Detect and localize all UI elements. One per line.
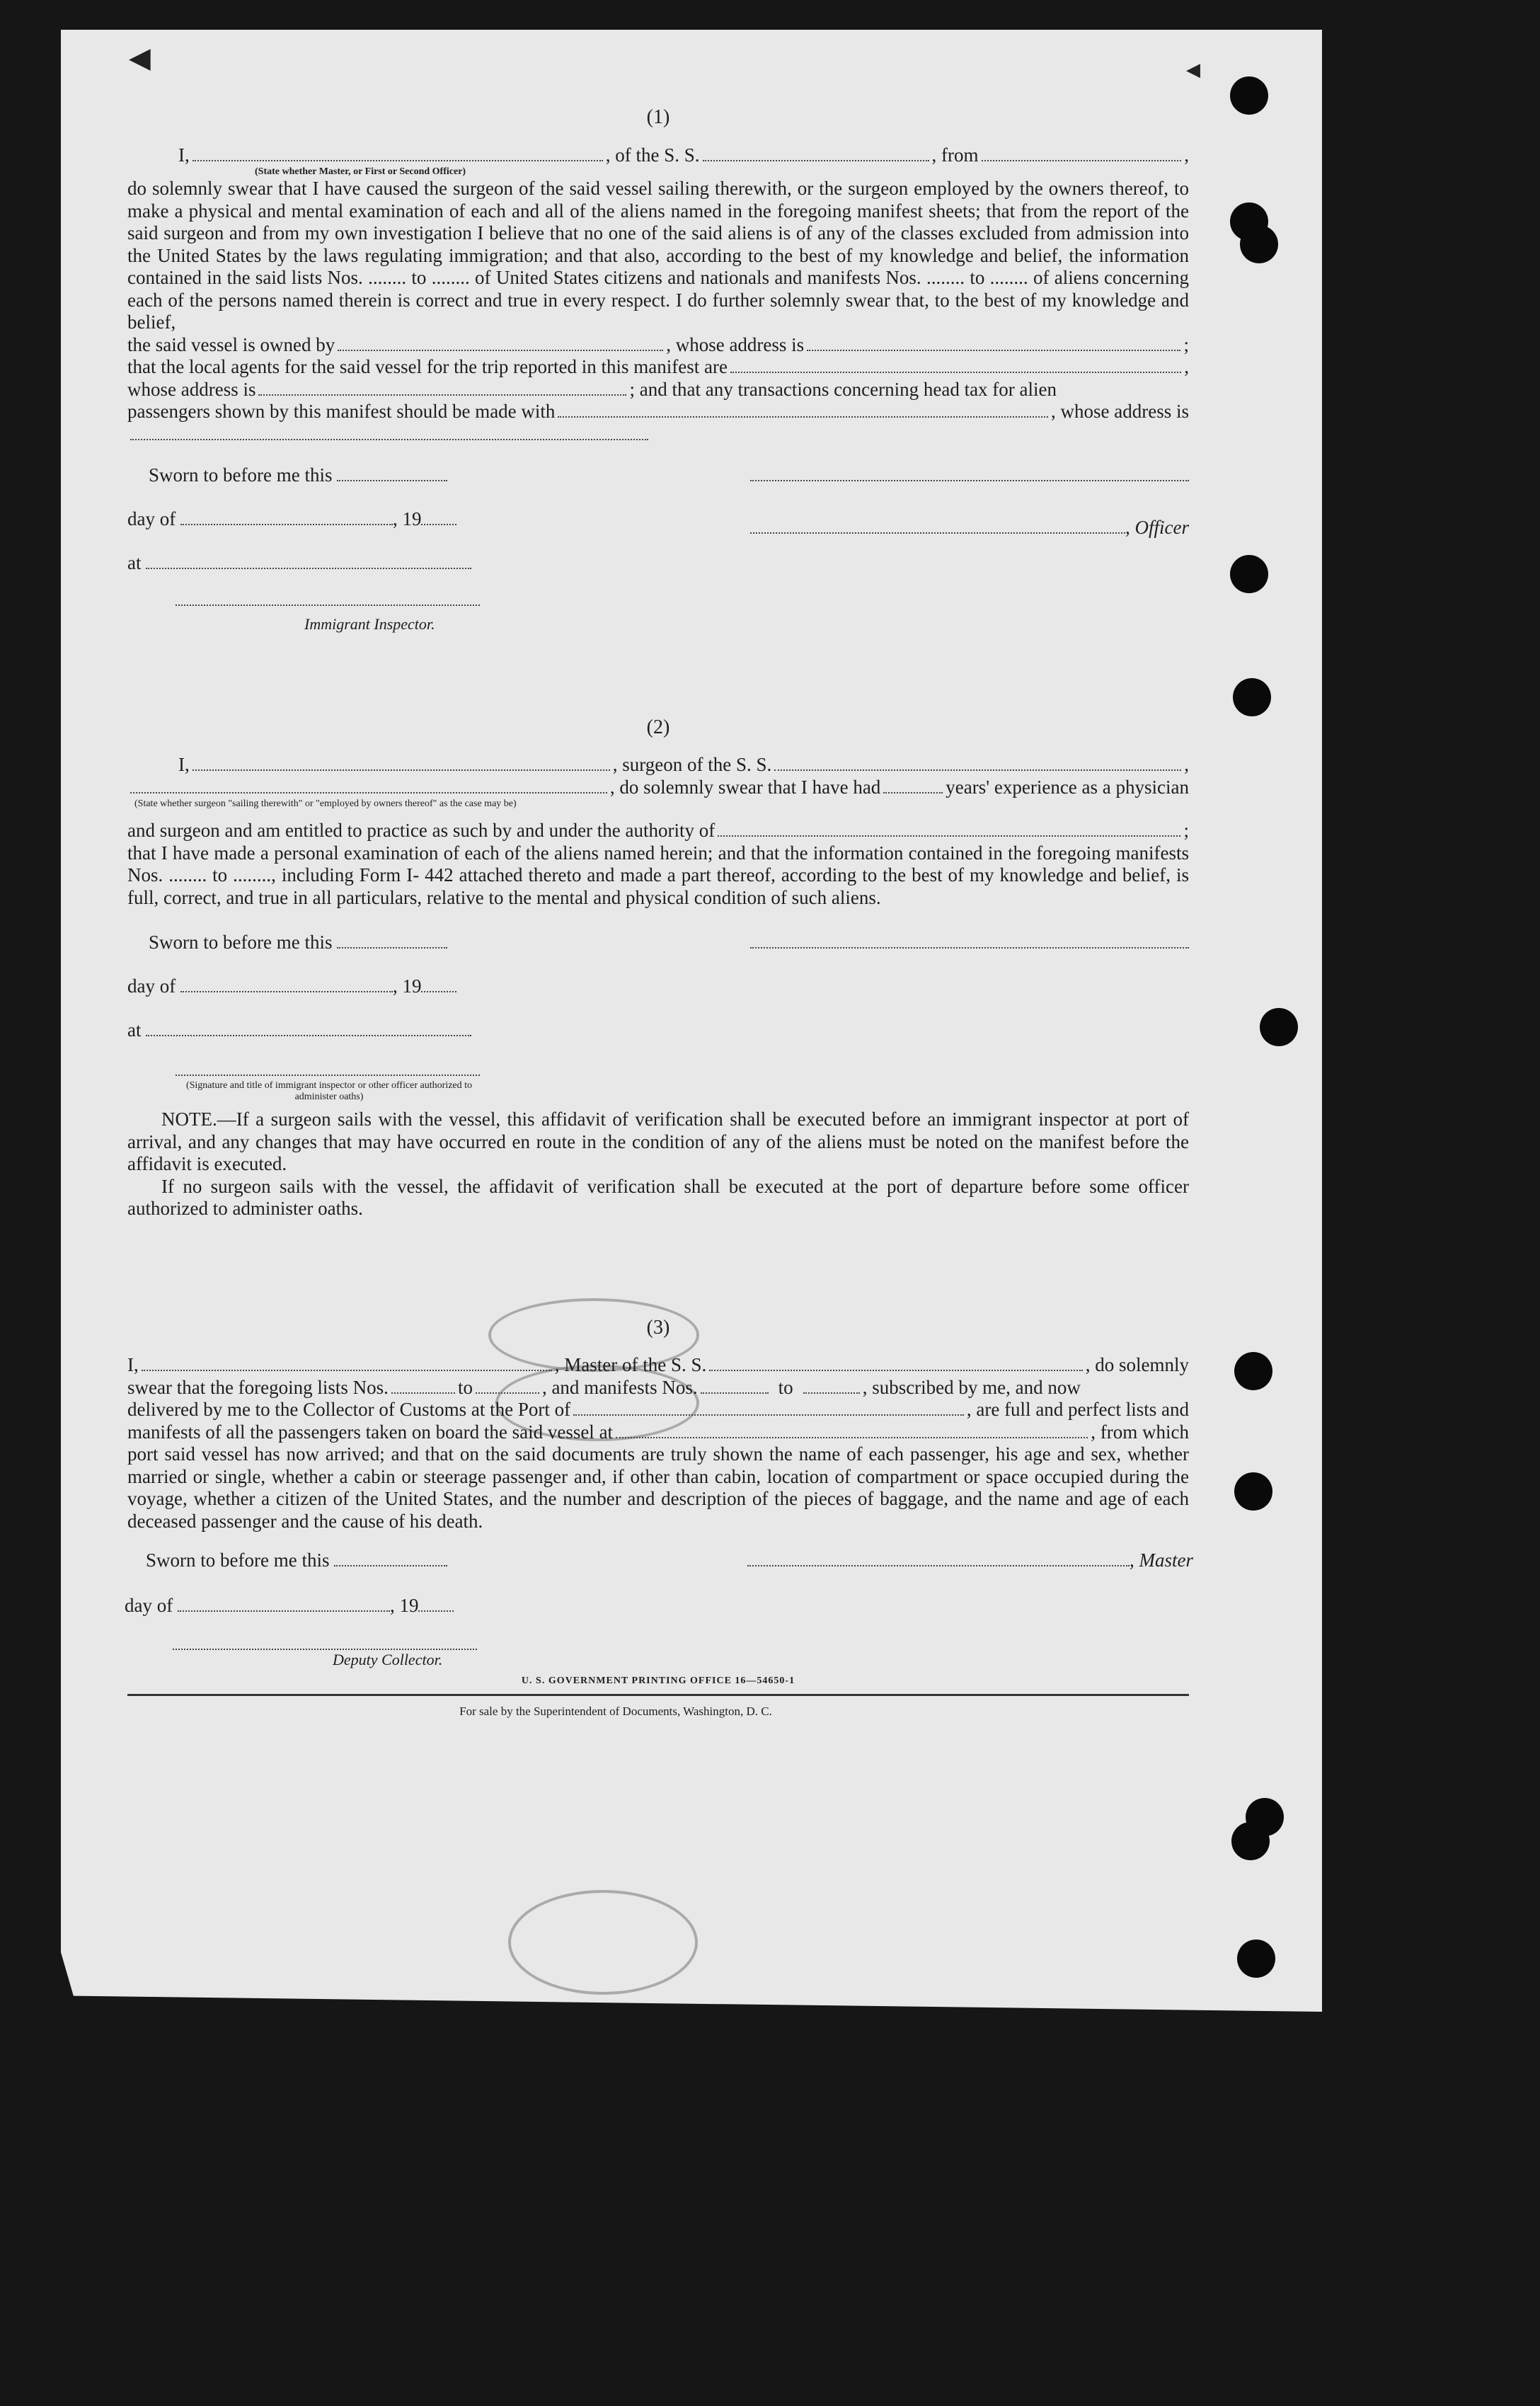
section-number: (1)	[646, 106, 670, 128]
inspector-signature-field[interactable]	[176, 605, 480, 606]
label-full-perfect: , are full and perfect lists and	[966, 1399, 1189, 1420]
corner-mark-icon: ◀	[129, 42, 151, 74]
agent-address-field[interactable]	[258, 379, 626, 396]
punctuation: ,	[1184, 144, 1189, 166]
officer-title-field[interactable]	[750, 532, 1125, 534]
section-number: (2)	[646, 716, 670, 738]
officer-name-field[interactable]	[192, 144, 603, 161]
label-to: to	[778, 1376, 793, 1398]
label-whose-address: , whose address is	[666, 333, 805, 355]
punch-hole	[1230, 76, 1268, 115]
master-name-field[interactable]	[142, 1354, 552, 1371]
month-field[interactable]	[178, 1610, 390, 1612]
punctuation: ;	[1183, 333, 1189, 355]
inspector-caption: Immigrant Inspector.	[304, 614, 435, 633]
years-experience-field[interactable]	[883, 777, 943, 794]
punch-hole	[1260, 1008, 1298, 1046]
corner-mark-icon: ◀	[1186, 59, 1200, 80]
label-authority: and surgeon and am entitled to practice as such by and under the authority of	[127, 820, 716, 841]
local-agents-field[interactable]	[730, 356, 1181, 373]
sec2-first-line	[127, 754, 1189, 777]
owner-line	[127, 334, 1189, 357]
list-from-field[interactable]	[391, 1377, 455, 1394]
label-collector-port: delivered by me to the Collector of Customs at the Port of	[127, 1399, 571, 1420]
embarkation-port-field[interactable]	[616, 1421, 1088, 1438]
authority-field[interactable]	[718, 820, 1180, 837]
punch-hole	[1237, 1940, 1275, 1978]
punctuation: ;	[1183, 820, 1189, 841]
month-field[interactable]	[180, 991, 393, 992]
sec2-oath-text: that I have made a personal examination of each of the aliens named herein; and that the information contained in the foregoing manifests Nos. ........ to ........, including Form I- 442 attached thereto and made a part thereof, according to the best of my knowledge and belief, is full, correct, and true in all particulars, relative to the mental and physical condition of such aliens.	[127, 842, 1189, 908]
year-field[interactable]	[418, 1610, 454, 1612]
label-do-solemnly: , do solemnly	[1085, 1354, 1189, 1375]
punch-hole	[1234, 1352, 1272, 1390]
month-field[interactable]	[180, 524, 393, 525]
label-subscribed: , subscribed by me, and now	[862, 1376, 1081, 1398]
officer-signature-field[interactable]	[750, 480, 1189, 481]
label-years-had: , do solemnly swear that I have had	[609, 776, 881, 798]
sworn-line	[149, 932, 447, 954]
punch-hole	[1231, 1822, 1270, 1860]
sec2-vessel-field[interactable]	[774, 754, 1181, 771]
master-signature-field[interactable]	[747, 1565, 1130, 1566]
label-years-experience: years' experience as a physician	[946, 776, 1189, 798]
inspector-signature-field[interactable]	[176, 1075, 480, 1076]
label-head-tax: ; and that any transactions concerning head tax for alien	[629, 378, 1057, 400]
label-year: , 19	[392, 508, 422, 529]
label-sworn: Sworn to before me this	[149, 464, 333, 486]
address-continuation-line	[127, 423, 651, 440]
punch-hole	[1240, 225, 1278, 263]
sec2-inspector-signature-line	[176, 1059, 480, 1082]
punctuation: ,	[1184, 754, 1189, 775]
label-at: at	[127, 1019, 142, 1041]
label-owned-by: the said vessel is owned by	[127, 333, 335, 355]
officer-title-line	[750, 517, 1189, 539]
day-of-line	[127, 508, 456, 531]
sworn-day-field[interactable]	[334, 1565, 447, 1566]
label-master-of: , Master of the S. S.	[554, 1354, 707, 1375]
sworn-line	[149, 464, 447, 487]
note-no-surgeon: If no surgeon sails with the vessel, the affidavit of verification shall be executed at the port of departure before some officer authorized to administer oaths.	[127, 1175, 1189, 1219]
label-day-of: day of	[125, 1595, 173, 1616]
label-year: , 19	[389, 1595, 419, 1616]
label-day-of: day of	[127, 508, 176, 529]
departure-port-field[interactable]	[982, 144, 1182, 161]
label-from-which: , from which	[1091, 1421, 1189, 1443]
surgeon-name-field[interactable]	[192, 754, 610, 771]
label-year: , 19	[392, 975, 422, 997]
label-from: , from	[931, 144, 979, 166]
sec3-port-line	[127, 1399, 1189, 1421]
manifest-to-field[interactable]	[803, 1377, 860, 1394]
passengers-line	[127, 401, 1189, 423]
label-sworn: Sworn to before me this	[149, 932, 333, 953]
sec3-oath-text: port said vessel has now arrived; and that on the said documents are truly shown the name of each passenger, his age and sex, whether married or single, whether a cabin or steerage passenger and, if other than cabin, location of compartment or space occupied during the voyage, whether a citizen of the United States, and the number and description of the pieces of baggage, and the name and age of each deceased passenger and the cause of his death.	[127, 1443, 1189, 1532]
surgeon-signature-line	[750, 932, 1189, 954]
sec3-signature-block	[125, 1549, 1193, 1677]
sworn-day-field[interactable]	[337, 947, 447, 949]
sec2-signature-block	[127, 932, 1189, 1109]
label-made-with: passengers shown by this manifest should be made with	[127, 401, 556, 422]
sig-caption: (Signature and title of immigrant inspector or other officer authorized to administer oaths)	[185, 1080, 473, 1102]
label-manifests-nos: , and manifests Nos.	[541, 1376, 698, 1398]
head-tax-contact-field[interactable]	[558, 401, 1048, 418]
manifest-from-field[interactable]	[701, 1377, 769, 1394]
sec3-lists-line	[127, 1377, 1189, 1399]
label-officer: , Officer	[1125, 516, 1189, 538]
label-lists-nos: swear that the foregoing lists Nos.	[127, 1376, 389, 1398]
oval-stamp	[508, 1890, 698, 1995]
year-field[interactable]	[421, 524, 456, 525]
sworn-line	[146, 1549, 447, 1572]
label-to: to	[457, 1376, 473, 1398]
punch-hole	[1233, 678, 1271, 716]
place-field[interactable]	[146, 568, 471, 569]
form-content	[125, 106, 1193, 1723]
sworn-day-field[interactable]	[337, 480, 447, 481]
section-number: (3)	[646, 1316, 670, 1339]
label-of-ss: , of the S. S.	[605, 144, 700, 166]
owner-field[interactable]	[338, 334, 663, 351]
list-to-field[interactable]	[476, 1377, 539, 1394]
inspector-signature-line	[176, 589, 480, 612]
owner-address-field[interactable]	[807, 334, 1180, 351]
agent-address-line	[127, 379, 1189, 401]
label-sworn: Sworn to before me this	[146, 1549, 330, 1571]
surgeon-caption: (State whether surgeon "sailing therewith" or "employed by owners thereof" as the case may be)	[134, 798, 517, 809]
master-signature-line	[747, 1549, 1193, 1572]
sec1-signature-block	[127, 464, 1189, 655]
head-tax-address-field[interactable]	[130, 423, 648, 440]
label-master: , Master	[1130, 1549, 1193, 1571]
sec1-oath-text: do solemnly swear that I have caused the surgeon of the said vessel sailing therewith, or the surgeon employed by the owners thereof, to make a physical and mental examination of each and all of the aliens named in the foregoing manifest sheets; that from the report of the said surgeon and from my own investigation I believe that no one of the said aliens is of any of the classes excluded from admission into the United States by the laws regulating immigration; and that also, according to the best of my knowledge and belief, the information contained in the said lists Nos. ........ to ........ of United States citizens and nationals and manifests Nos. ........ to ........ of aliens concerning each of the persons named therein is correct and true in every respect. I do further solemnly swear that, to the best of my knowledge and belief,	[127, 178, 1189, 333]
collector-caption: Deputy Collector.	[333, 1651, 443, 1668]
punch-hole	[1234, 1472, 1272, 1511]
punch-hole	[1230, 555, 1268, 593]
surgeon-signature-field[interactable]	[750, 947, 1189, 949]
sec3-first-line	[127, 1354, 1189, 1377]
day-of-line	[125, 1595, 454, 1617]
day-of-line	[127, 975, 456, 998]
vessel-name-field[interactable]	[703, 144, 929, 161]
sec3-vessel-field[interactable]	[709, 1354, 1083, 1371]
agents-line	[127, 356, 1189, 379]
label-vessel-at: manifests of all the passengers taken on board the said vessel at	[127, 1421, 614, 1443]
footer-rule	[127, 1694, 1189, 1696]
label-local-agents: that the local agents for the said vessel for the trip reported in this manifest are	[127, 356, 728, 377]
surgeon-type-field[interactable]	[130, 777, 607, 794]
label-i: I,	[178, 754, 190, 775]
sec2-second-line	[127, 777, 1189, 799]
label-i: I,	[127, 1354, 139, 1375]
note-surgeon-sails: NOTE.—If a surgeon sails with the vessel, this affidavit of verification shall be executed before an immigrant inspector at port of arrival, and any changes that may have occurred en route in the condition of any of the aliens must be noted on the manifest before the affidavit is executed.	[127, 1109, 1189, 1174]
sec3-vessel-at-line	[127, 1421, 1189, 1444]
label-i: I,	[178, 144, 190, 166]
sec1-first-line	[127, 144, 1189, 167]
at-line	[127, 1019, 471, 1042]
gpo-imprint: U. S. GOVERNMENT PRINTING OFFICE 16—54650-1	[521, 1675, 795, 1686]
officer-caption: (State whether Master, or First or Second Officer)	[255, 166, 466, 177]
officer-signature-line	[750, 464, 1189, 487]
punctuation: ,	[1184, 356, 1189, 377]
label-whose-address: whose address is	[127, 378, 256, 400]
label-whose-address: , whose address is	[1051, 401, 1189, 422]
sale-notice: For sale by the Superintendent of Documents, Washington, D. C.	[459, 1705, 772, 1718]
label-surgeon-of: , surgeon of the S. S.	[612, 754, 772, 775]
authority-line	[127, 820, 1189, 842]
arrival-port-field[interactable]	[573, 1399, 964, 1416]
year-field[interactable]	[421, 991, 456, 992]
at-line	[127, 552, 471, 575]
place-field[interactable]	[146, 1035, 471, 1036]
label-day-of: day of	[127, 975, 176, 997]
label-at: at	[127, 551, 142, 573]
